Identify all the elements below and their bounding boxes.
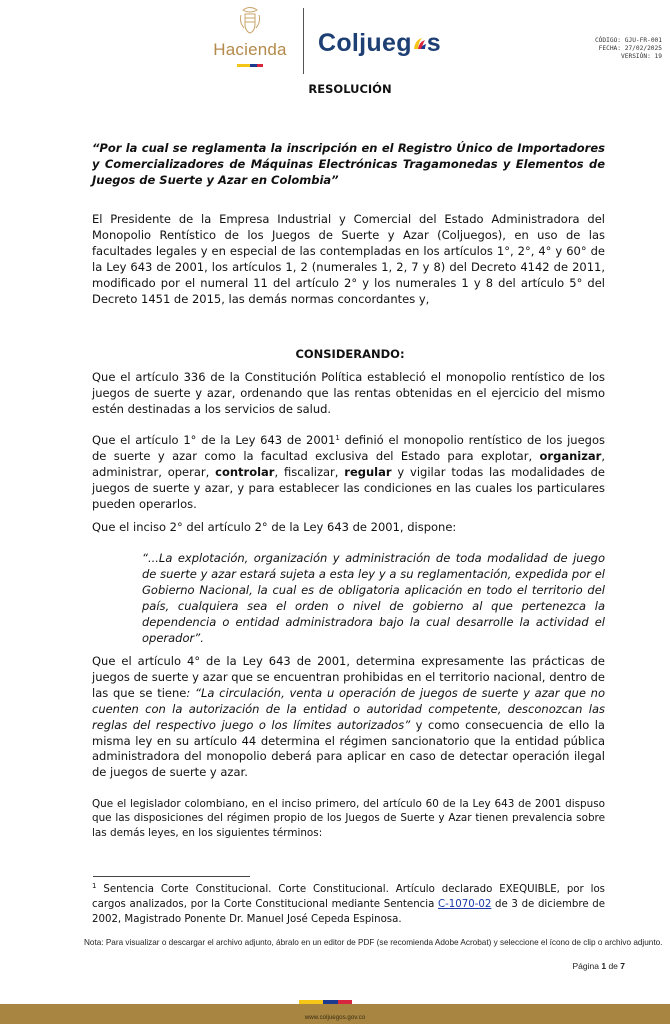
p2-text-d: , fiscalizar, bbox=[274, 464, 345, 479]
sentencia-link[interactable]: C-1070-02 bbox=[438, 899, 492, 910]
p4-quote: : “La circulación, venta u operación de juegos de suerte y azar que no cuenten con la autorización de la entidad o autoridad competente, desconozcan las reglas del respectivo juego o los límites autorizados” bbox=[92, 685, 605, 732]
fecha-label: FECHA: 27/02/2025 bbox=[598, 45, 662, 52]
footer-band bbox=[0, 1004, 670, 1024]
coljuegos-o-icon bbox=[412, 29, 427, 45]
paragraph-inciso-2: Que el inciso 2° del artículo 2° de la Ley 643 de 2001, dispone: bbox=[92, 520, 457, 534]
paragraph-article-4 bbox=[92, 654, 605, 781]
p2-text-e: y vigilar todas las modalidades de juegos de suerte y azar, y para establecer las condiciones en las cuales los particulares pueden operarlos. bbox=[92, 464, 605, 511]
colombia-flag-bar bbox=[237, 64, 263, 67]
considerando-heading: CONSIDERANDO: bbox=[295, 347, 405, 361]
page-current: 1 bbox=[601, 961, 607, 971]
page-prefix: Página bbox=[572, 961, 602, 971]
page-mid: de bbox=[606, 961, 621, 971]
version-label: VERSIÓN: 19 bbox=[621, 53, 662, 60]
coljuegos-logo bbox=[318, 28, 441, 58]
attachment-note: Nota: Para visualizar o descargar el archivo adjunto, ábralo en un editor de PDF (se recomienda Adobe Acrobat) y seleccione el ícono de clip o archivo adjunto. bbox=[84, 938, 663, 947]
coat-of-arms-icon bbox=[237, 6, 263, 36]
hacienda-logo bbox=[208, 6, 292, 72]
paragraph-article-336: Que el artículo 336 de la Constitución Política estableció el monopolio rentístico de los juegos de suerte y azar, ordenando que las rentas obtenidas en el ejercicio del mismo estén destinadas a los servicios de salud. bbox=[92, 370, 605, 416]
p2-bold-regular: regular bbox=[344, 464, 392, 479]
coljuegos-wordmark-prefix: Coljueg bbox=[318, 29, 412, 57]
document-title: RESOLUCIÓN bbox=[308, 82, 392, 96]
coljuegos-wordmark-suffix: s bbox=[426, 29, 441, 57]
footnote-ref[interactable]: 1 bbox=[335, 434, 340, 442]
block-quote: “...La explotación, organización y administración de toda modalidad de juego de suerte y azar estará sujeta a esta ley y a su reglamentación, expedida por el Gobierno Nacional, la cual es de obligatoria aplicación en todo el territorio del país, cualquiera sea el orden o nivel de gobierno al que pertenezca la dependencia o entidad administradora bajo la cual desarrolle la actividad el operador”. bbox=[142, 551, 605, 645]
p2-text-c: , administrar, operar, bbox=[92, 448, 605, 479]
p4-text-a: Que el artículo 4° de la Ley 643 de 2001, determina expresamente las prácticas de juegos de suerte y azar que se encuentran prohibidas en el territorio nacional, dentro de las que se tiene bbox=[92, 654, 605, 700]
footnote-marker: 1 bbox=[92, 882, 97, 890]
footnote-text-a: Sentencia Corte Constitucional. Corte Constitucional. Artículo declarado EXEQUIBLE, por los cargos analizados, por la Corte Constitucional mediante Sentencia bbox=[92, 884, 605, 910]
p2-text-b: definió el monopolio rentístico de los juegos de suerte y azar como la facultad exclusiva del Estado para explotar, bbox=[92, 433, 605, 463]
document-metadata bbox=[595, 37, 662, 61]
page-number bbox=[573, 961, 626, 971]
website-url[interactable]: www.coljuegos.gov.co bbox=[304, 1014, 366, 1021]
p2-text-a: Que el artículo 1° de la Ley 643 de 2001 bbox=[92, 433, 336, 447]
footnote-text-b: de 3 de diciembre de 2002, Magistrado Ponente Dr. Manuel José Cepeda Espinosa. bbox=[92, 899, 605, 925]
page-total: 7 bbox=[620, 961, 625, 971]
preamble-paragraph: El Presidente de la Empresa Industrial y Comercial del Estado Administradora del Monopolio Rentístico de los Juegos de Suerte y Azar (Coljuegos), en uso de las facultades legales y en especial de las contempladas en los artículos 1°, 2°, 4° y 60° de la Ley 643 de 2001, los artículos 1, 2 (numerales 1, 2, 7 y 8) del Decreto 4142 de 2011, modificado por el numeral 11 del artículo 2° y los numerales 1 y 8 del artículo 5° del Decreto 1451 de 2015, las demás normas concordantes y, bbox=[92, 212, 605, 306]
hacienda-wordmark: Hacienda bbox=[213, 40, 287, 59]
resolution-subject: “Por la cual se reglamenta la inscripción en el Registro Único de Importadores y Comercializadores de Máquinas Electrónicas Tragamonedas y Elementos de Juegos de Suerte y Azar en Colombia” bbox=[92, 141, 605, 187]
p2-bold-controlar: controlar bbox=[215, 464, 275, 479]
header-divider bbox=[303, 8, 304, 74]
footnote-separator bbox=[93, 876, 250, 877]
codigo-label: CÓDIGO: GJU-FR-001 bbox=[594, 37, 662, 44]
p4-text-b: y como consecuencia de ello la misma ley en su artículo 44 determina el régimen sancionatorio que la entidad pública administradora del monopolio deberá para aplicar en caso de detectar operación ilegal de juegos de suerte y azar. bbox=[92, 717, 605, 780]
footnote bbox=[92, 882, 605, 927]
paragraph-article-60: Que el legislador colombiano, en el inciso primero, del artículo 60 de la Ley 643 de 2001 dispuso que las disposiciones del régimen propio de los Juegos de Suerte y Azar tienen prevalencia sobre las demás leyes, en los siguientes términos: bbox=[92, 798, 605, 839]
p2-bold-organizar: organizar bbox=[539, 448, 602, 463]
paragraph-article-1 bbox=[92, 433, 605, 513]
